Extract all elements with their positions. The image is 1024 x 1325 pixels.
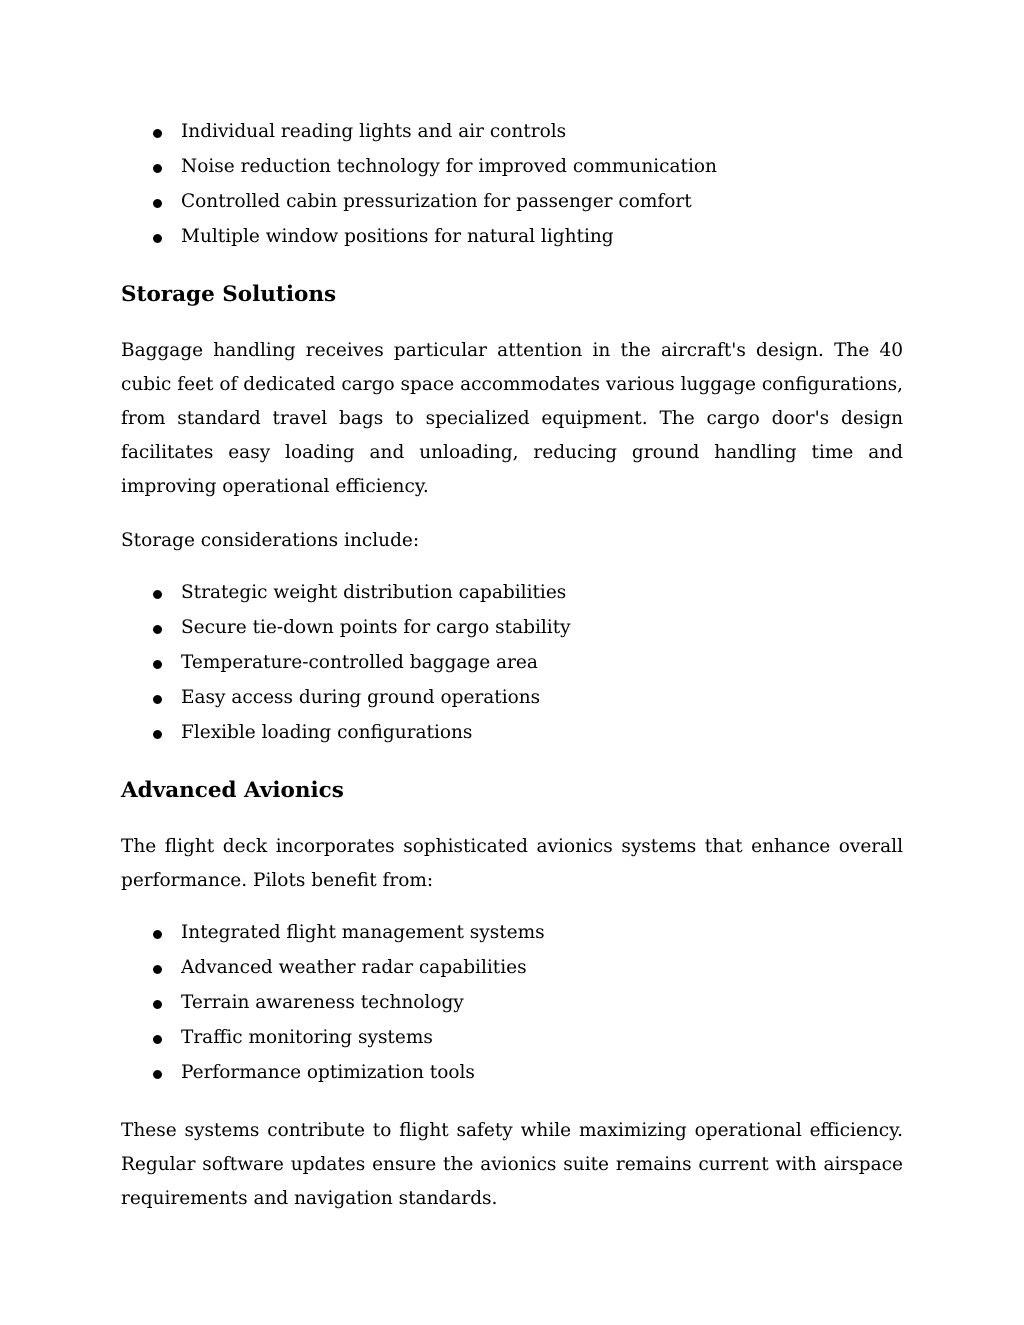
storage-list [121, 579, 903, 754]
bullet-icon [153, 695, 162, 704]
bullet-icon [153, 625, 162, 634]
list-item [121, 649, 903, 684]
bullet-icon [153, 129, 162, 138]
list-item-text: Advanced weather radar capabilities [181, 957, 527, 978]
bullet-icon [153, 660, 162, 669]
bullet-icon [153, 199, 162, 208]
bullet-icon [153, 1035, 162, 1044]
avionics-list [121, 919, 903, 1094]
list-item [121, 989, 903, 1024]
list-item-text: Terrain awareness technology [181, 992, 464, 1013]
list-item-text: Controlled cabin pressurization for passenger comfort [181, 191, 692, 212]
bullet-icon [153, 234, 162, 243]
storage-paragraph: Baggage handling receives particular attention in the aircraft's design. The 40 cubic feet of dedicated cargo space accommodates various luggage configurations, from standard travel bags to specialized equipment. The cargo door's design facilitates easy loading and unloading, reducing ground handling time and improving operational efficiency. [121, 340, 903, 497]
list-item [121, 153, 903, 188]
list-item-text: Individual reading lights and air controls [181, 121, 567, 142]
list-item [121, 719, 903, 754]
bullet-icon [153, 965, 162, 974]
list-item-text: Traffic monitoring systems [181, 1027, 433, 1048]
list-item [121, 954, 903, 989]
list-item-text: Temperature-controlled baggage area [181, 652, 538, 673]
list-item-text: Strategic weight distribution capabilities [181, 582, 567, 603]
list-item-text: Performance optimization tools [181, 1062, 475, 1083]
list-item [121, 614, 903, 649]
list-item-text: Integrated flight management systems [181, 922, 545, 943]
list-item-text: Secure tie-down points for cargo stability [181, 617, 571, 638]
list-item-text: Noise reduction technology for improved communication [181, 156, 717, 177]
list-item [121, 223, 903, 258]
cabin-features-list [121, 118, 903, 258]
list-item [121, 684, 903, 719]
document-page [121, 118, 903, 1216]
list-item [121, 1059, 903, 1094]
bullet-icon [153, 164, 162, 173]
avionics-paragraph: The flight deck incorporates sophisticated avionics systems that enhance overall performance. Pilots benefit from: [121, 836, 903, 891]
list-item [121, 118, 903, 153]
list-item [121, 188, 903, 223]
list-item-text: Multiple window positions for natural lighting [181, 226, 614, 247]
list-item-text: Flexible loading configurations [181, 722, 473, 743]
bullet-icon [153, 1070, 162, 1079]
storage-intro: Storage considerations include: [121, 530, 420, 551]
bullet-icon [153, 930, 162, 939]
avionics-closing-paragraph: These systems contribute to flight safety while maximizing operational efficiency. Regular software updates ensure the avionics suite remains current with airspace requirements and navigation standards. [121, 1120, 903, 1209]
avionics-heading: Advanced Avionics [121, 778, 344, 803]
bullet-icon [153, 730, 162, 739]
list-item [121, 579, 903, 614]
bullet-icon [153, 590, 162, 599]
list-item [121, 1024, 903, 1059]
list-item-text: Easy access during ground operations [181, 687, 541, 708]
bullet-icon [153, 1000, 162, 1009]
list-item [121, 919, 903, 954]
storage-heading: Storage Solutions [121, 282, 337, 307]
